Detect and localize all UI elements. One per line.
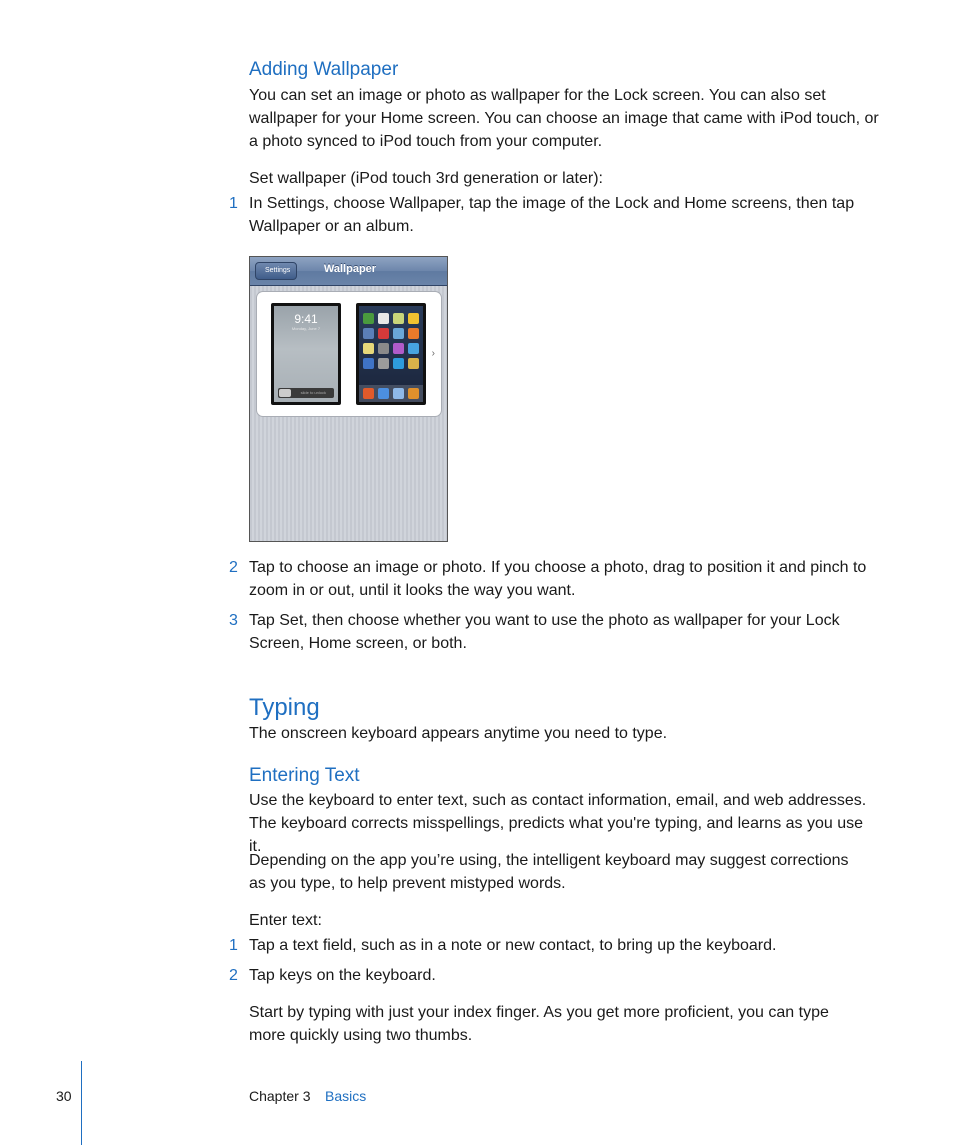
step-text: Tap a text field, such as in a note or new contact, to bring up the keyboard.: [249, 937, 777, 954]
dock: [359, 385, 423, 402]
app-icon: [393, 358, 404, 369]
step-number: 1: [229, 195, 238, 212]
footer-divider: [81, 1061, 82, 1145]
settings-back-button: Settings: [255, 262, 297, 280]
chevron-right-icon: ›: [431, 348, 435, 359]
step-number: 2: [229, 559, 238, 576]
app-icon: [363, 358, 374, 369]
wallpaper-preview-card: [256, 291, 442, 417]
app-icon: [408, 358, 419, 369]
app-icon: [378, 358, 389, 369]
step-text: Tap Set, then choose whether you want to use the photo as wallpaper for your Lock Screen, Home screen, or both.: [249, 612, 840, 652]
app-icon: [393, 328, 404, 339]
home-screen-preview: [356, 303, 426, 405]
step-number: 3: [229, 612, 238, 629]
page-number: 30: [56, 1088, 72, 1104]
lock-clock: 9:41: [294, 312, 318, 326]
app-icon: [378, 343, 389, 354]
app-icon: [378, 328, 389, 339]
app-icon: [408, 388, 419, 399]
app-icon: [393, 343, 404, 354]
app-icon: [408, 328, 419, 339]
paragraph-intelligent-keyboard: Depending on the app you’re using, the intelligent keyboard may suggest corrections as you type, to help prevent mistyped words.: [249, 852, 849, 892]
chapter-heading-typing: Typing: [249, 694, 320, 721]
app-icon: [363, 328, 374, 339]
wallpaper-settings-screenshot: [249, 256, 448, 542]
home-screen-image: [359, 306, 423, 402]
app-icon: [363, 343, 374, 354]
paragraph-typing-tip: Start by typing with just your index finger. As you get more proficient, you can type more quickly using two thumbs.: [249, 1004, 829, 1044]
app-icon: [408, 343, 419, 354]
app-icon: [363, 313, 374, 324]
lock-screen-image: [274, 306, 338, 402]
step-text: Tap to choose an image or photo. If you choose a photo, drag to position it and pinch to zoom in or out, until it looks the way you want.: [249, 559, 867, 599]
section-heading-adding-wallpaper: Adding Wallpaper: [249, 59, 399, 80]
footer-chapter-label: Chapter 3: [249, 1088, 311, 1104]
footer-chapter-name: Basics: [325, 1088, 367, 1104]
unlock-slider: [278, 388, 334, 398]
app-icon: [378, 388, 389, 399]
section-heading-entering-text: Entering Text: [249, 765, 360, 786]
paragraph-typing-intro: The onscreen keyboard appears anytime you need to type.: [249, 725, 668, 742]
nav-title: Wallpaper: [323, 263, 377, 275]
lock-screen-preview: [271, 303, 341, 405]
task-title-enter-text: Enter text:: [249, 912, 322, 929]
step-number: 2: [229, 967, 238, 984]
slider-label: slide to unlock: [300, 390, 326, 395]
slider-knob: [279, 389, 291, 397]
app-icon: [408, 313, 419, 324]
paragraph-wallpaper-intro: You can set an image or photo as wallpaper for the Lock screen. You can also set wallpaper for your Home screen. You can choose an image that came with iPod touch, or a photo synced to iPod touch from your computer.: [249, 87, 879, 150]
app-icon: [378, 313, 389, 324]
step-text: In Settings, choose Wallpaper, tap the image of the Lock and Home screens, then tap Wallpaper or an album.: [249, 195, 855, 235]
app-icon: [393, 313, 404, 324]
step-text: Tap keys on the keyboard.: [249, 967, 436, 984]
paragraph-entering-text: Use the keyboard to enter text, such as contact information, email, and web addresses. The keyboard corrects misspellings, predicts what you're typing, and learns as you use it.: [249, 792, 867, 855]
nav-bar: [250, 257, 447, 286]
task-title-set-wallpaper: Set wallpaper (iPod touch 3rd generation or later):: [249, 170, 603, 187]
app-icon: [393, 388, 404, 399]
dock-icons: [363, 388, 419, 399]
step-number: 1: [229, 937, 238, 954]
app-icon-grid: [363, 313, 419, 369]
app-icon: [363, 388, 374, 399]
lock-date: Monday, June 7: [291, 326, 321, 331]
